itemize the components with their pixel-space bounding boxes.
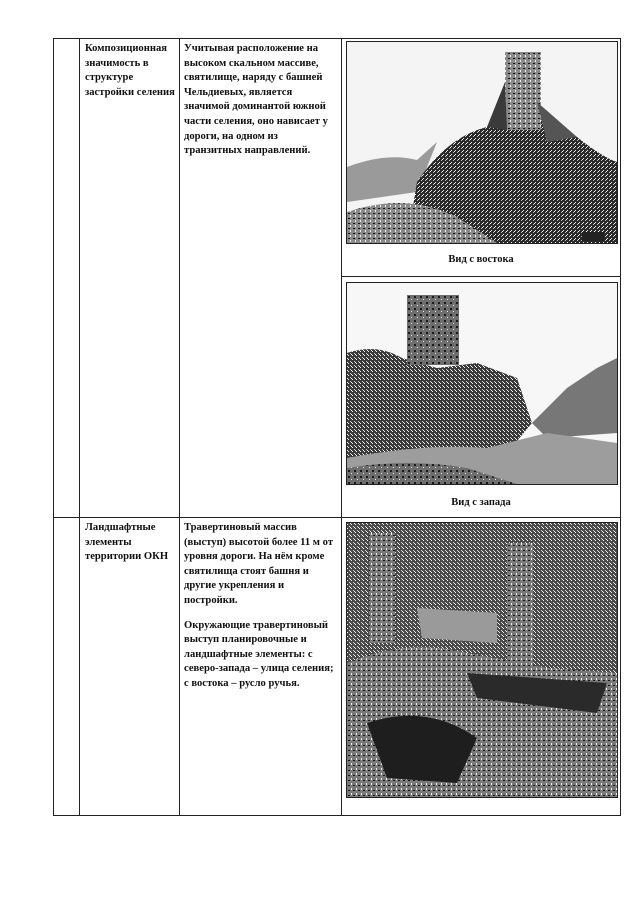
row-divider <box>54 517 620 518</box>
caption-view-from-west: Вид с запада <box>451 497 511 508</box>
row-1-label: Композиционная значимость в структуре застройки селения <box>85 43 175 98</box>
photo-view-from-west <box>346 282 618 485</box>
row-2-paragraph-1: Травертиновый массив (выступ) высотой более 11 м от уровня дороги. На нём кроме святилища стоят башня и другие укрепления и постройки. <box>184 522 334 606</box>
row-1-description: Учитывая расположение на высоком скальном массиве, святилище, наряду с башней Чельдиевых, является значимой доминантой южной части селения, оно нависает у дороги, на одном из транзитных направлений. <box>184 43 328 157</box>
document-table <box>53 38 621 816</box>
row-2-paragraph-2: Окружающие травертиновый выступ планировочные и ландшафтные элементы: с северо-запада – улица селения; с востока – русло ручья. <box>184 619 334 689</box>
photo-row-divider <box>341 276 620 277</box>
photo-view-from-east <box>346 41 618 244</box>
row-2-description <box>184 521 336 702</box>
column-divider-2 <box>179 39 180 815</box>
caption-view-from-east: Вид с востока <box>448 254 514 265</box>
photo-landscape-travertine <box>346 522 618 798</box>
column-divider-1 <box>79 39 80 815</box>
row-2-label: Ландшафтные элементы территории ОКН <box>85 522 169 563</box>
column-divider-3 <box>341 39 342 815</box>
